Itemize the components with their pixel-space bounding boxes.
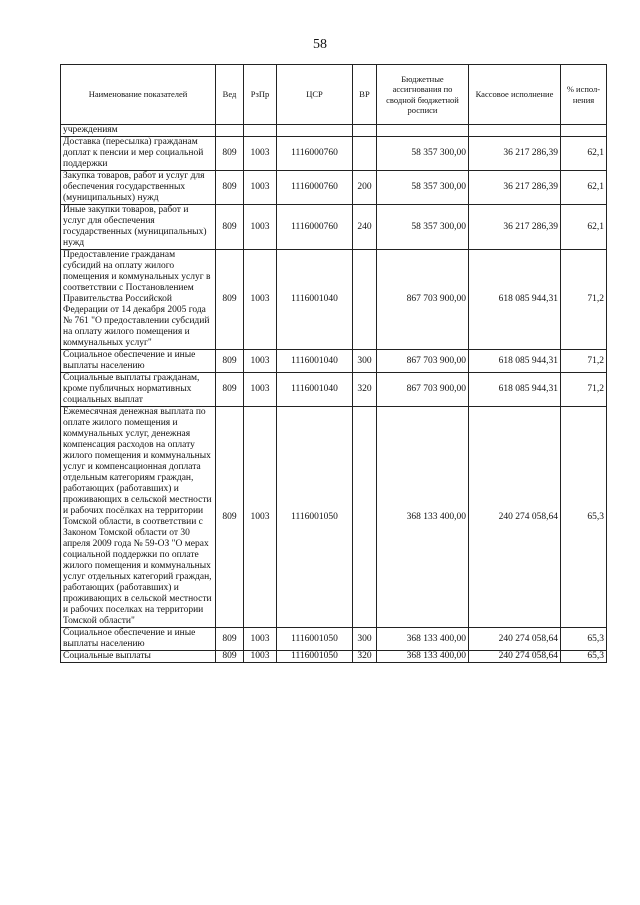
- row-ved: 809: [216, 205, 244, 250]
- row-execution-percent: 65,3: [561, 651, 607, 663]
- row-vr: 240: [353, 205, 377, 250]
- row-ved: [216, 125, 244, 137]
- row-ved: 809: [216, 171, 244, 205]
- row-budget-allocations: 867 703 900,00: [377, 250, 469, 350]
- row-rzpr: 1003: [244, 171, 277, 205]
- row-rzpr: 1003: [244, 205, 277, 250]
- header-execution-percent: % испол-нения: [561, 65, 607, 125]
- row-ved: 809: [216, 651, 244, 663]
- row-execution-percent: 65,3: [561, 407, 607, 628]
- header-budget-allocations: Бюджетные ассигнования по сводной бюджетной росписи: [377, 65, 469, 125]
- table-row: [61, 125, 607, 137]
- row-budget-allocations: 58 357 300,00: [377, 171, 469, 205]
- row-execution-percent: 62,1: [561, 137, 607, 171]
- row-cash-execution: 618 085 944,31: [469, 373, 561, 407]
- table-row: [61, 250, 607, 350]
- row-budget-allocations: [377, 125, 469, 137]
- row-execution-percent: 65,3: [561, 628, 607, 651]
- row-csr: 1116001050: [277, 407, 353, 628]
- row-budget-allocations: 368 133 400,00: [377, 651, 469, 663]
- row-vr: [353, 407, 377, 628]
- row-rzpr: 1003: [244, 137, 277, 171]
- header-ved: Вед: [216, 65, 244, 125]
- row-csr: 1116000760: [277, 205, 353, 250]
- row-budget-allocations: 867 703 900,00: [377, 373, 469, 407]
- row-rzpr: 1003: [244, 407, 277, 628]
- table-row: [61, 373, 607, 407]
- header-indicator-name: Наименование показателей: [61, 65, 216, 125]
- table-header-row: [61, 65, 607, 125]
- row-indicator-name: Социальное обеспечение и иные выплаты населению: [61, 350, 216, 373]
- row-execution-percent: 71,2: [561, 350, 607, 373]
- row-cash-execution: 240 274 058,64: [469, 407, 561, 628]
- table-row: [61, 407, 607, 628]
- row-indicator-name: учреждениям: [61, 125, 216, 137]
- row-cash-execution: 36 217 286,39: [469, 171, 561, 205]
- row-budget-allocations: 867 703 900,00: [377, 350, 469, 373]
- row-rzpr: 1003: [244, 250, 277, 350]
- budget-execution-table: [60, 64, 607, 663]
- row-csr: 1116001050: [277, 628, 353, 651]
- row-execution-percent: 71,2: [561, 373, 607, 407]
- row-cash-execution: 240 274 058,64: [469, 651, 561, 663]
- table-row: [61, 171, 607, 205]
- row-vr: 200: [353, 171, 377, 205]
- row-indicator-name: Ежемесячная денежная выплата по оплате жилого помещения и коммунальных услуг, денежная компенсация расходов на оплату жилого помещения и коммунальных услуг и компенсационная доплата отдельным категориям граждан, работающих (работавших) и проживающих в сельской местности и рабочих посёлках на территории Томской области, в соответствии с Законом Томской области от 30 апреля 2009 года № 59-ОЗ "О мерах социальной поддержки по оплате жилого помещения и коммунальных услуг отдельных категорий граждан, работающих (работавших) и проживающих в сельской местности и рабочих поселках на территории Томской области": [61, 407, 216, 628]
- row-indicator-name: Предоставление гражданам субсидий на оплату жилого помещения и коммунальных услуг в соответствии с Постановлением Правительства Российской Федерации от 14 декабря 2005 года № 761 "О предоставлении субсидий на оплату жилого помещения и коммунальных услуг": [61, 250, 216, 350]
- row-cash-execution: 240 274 058,64: [469, 628, 561, 651]
- row-indicator-name: Закупка товаров, работ и услуг для обеспечения государственных (муниципальных) нужд: [61, 171, 216, 205]
- row-indicator-name: Социальные выплаты гражданам, кроме публичных нормативных социальных выплат: [61, 373, 216, 407]
- row-rzpr: [244, 125, 277, 137]
- row-budget-allocations: 58 357 300,00: [377, 205, 469, 250]
- table-row: [61, 350, 607, 373]
- row-indicator-name: Социальные выплаты: [61, 651, 216, 663]
- row-execution-percent: 62,1: [561, 171, 607, 205]
- row-indicator-name: Иные закупки товаров, работ и услуг для обеспечения государственных (муниципальных) нужд: [61, 205, 216, 250]
- header-rzpr: РзПр: [244, 65, 277, 125]
- table-row: [61, 205, 607, 250]
- row-indicator-name: Социальное обеспечение и иные выплаты населению: [61, 628, 216, 651]
- row-vr: [353, 250, 377, 350]
- row-csr: 1116001050: [277, 651, 353, 663]
- row-csr: 1116001040: [277, 373, 353, 407]
- page-number: 58: [313, 37, 327, 52]
- row-ved: 809: [216, 137, 244, 171]
- row-budget-allocations: 58 357 300,00: [377, 137, 469, 171]
- row-vr: 320: [353, 651, 377, 663]
- row-ved: 809: [216, 350, 244, 373]
- row-cash-execution: 618 085 944,31: [469, 350, 561, 373]
- row-ved: 809: [216, 407, 244, 628]
- row-rzpr: 1003: [244, 373, 277, 407]
- row-indicator-name: Доставка (пересылка) гражданам доплат к пенсии и мер социальной поддержки: [61, 137, 216, 171]
- row-rzpr: 1003: [244, 628, 277, 651]
- row-ved: 809: [216, 250, 244, 350]
- row-vr: [353, 137, 377, 171]
- row-csr: 1116000760: [277, 137, 353, 171]
- row-cash-execution: 36 217 286,39: [469, 137, 561, 171]
- row-csr: [277, 125, 353, 137]
- header-csr: ЦСР: [277, 65, 353, 125]
- row-csr: 1116000760: [277, 171, 353, 205]
- table-row: [61, 651, 607, 663]
- row-ved: 809: [216, 373, 244, 407]
- row-csr: 1116001040: [277, 350, 353, 373]
- header-cash-execution: Кассовое исполнение: [469, 65, 561, 125]
- row-vr: [353, 125, 377, 137]
- row-rzpr: 1003: [244, 651, 277, 663]
- row-budget-allocations: 368 133 400,00: [377, 407, 469, 628]
- row-cash-execution: 36 217 286,39: [469, 205, 561, 250]
- row-vr: 300: [353, 628, 377, 651]
- row-execution-percent: [561, 125, 607, 137]
- row-vr: 300: [353, 350, 377, 373]
- row-execution-percent: 62,1: [561, 205, 607, 250]
- table-row: [61, 628, 607, 651]
- row-ved: 809: [216, 628, 244, 651]
- header-vr: ВР: [353, 65, 377, 125]
- row-vr: 320: [353, 373, 377, 407]
- row-cash-execution: 618 085 944,31: [469, 250, 561, 350]
- row-cash-execution: [469, 125, 561, 137]
- row-rzpr: 1003: [244, 350, 277, 373]
- row-budget-allocations: 368 133 400,00: [377, 628, 469, 651]
- table-row: [61, 137, 607, 171]
- row-execution-percent: 71,2: [561, 250, 607, 350]
- row-csr: 1116001040: [277, 250, 353, 350]
